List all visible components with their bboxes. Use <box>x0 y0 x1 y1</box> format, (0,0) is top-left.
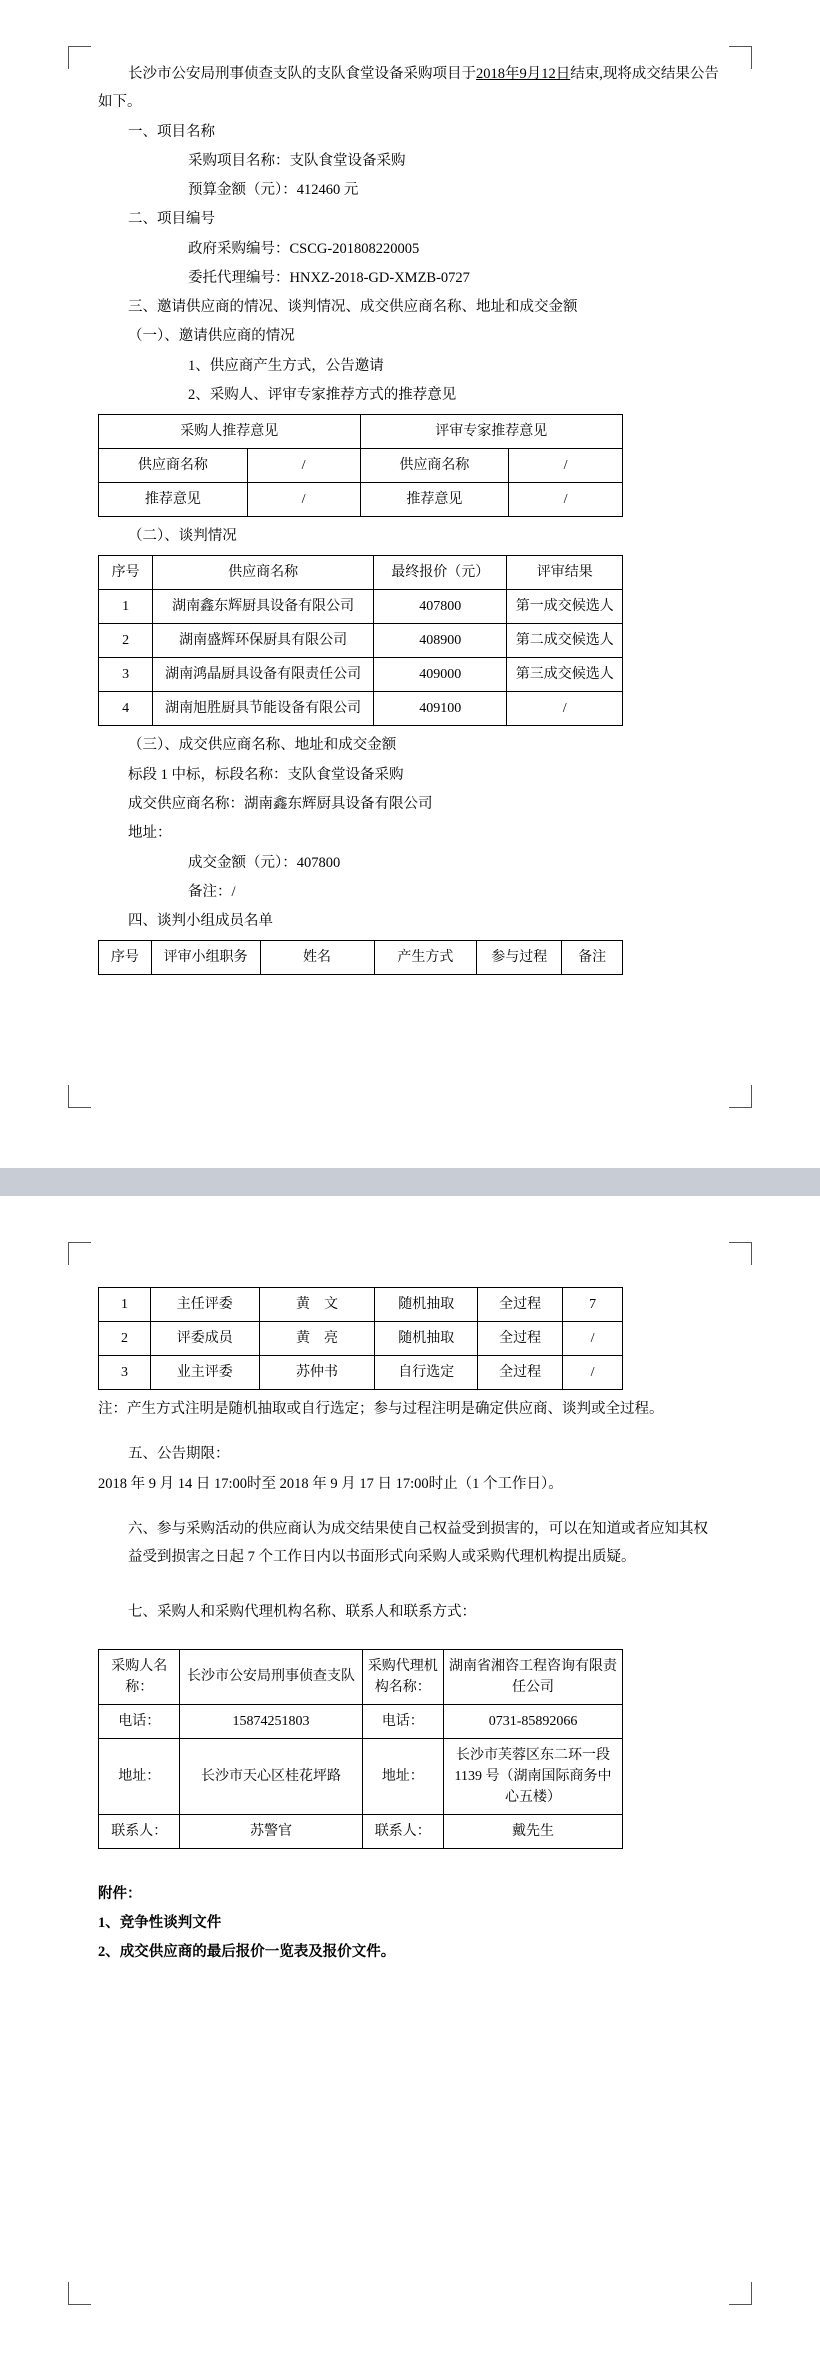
group-header-role: 评审小组职务 <box>151 941 260 975</box>
contact-table <box>98 1649 623 1849</box>
group-table-header-part <box>98 940 623 975</box>
quote-r3-index: 3 <box>99 658 153 692</box>
group-header-name: 姓名 <box>260 941 374 975</box>
table-row <box>99 692 623 726</box>
contact-r2-val-1: 15874251803 <box>180 1704 362 1738</box>
quote-header-result: 评审结果 <box>507 556 623 590</box>
intro-date: 2018年9月12日 <box>476 66 571 82</box>
section-5-line: 2018 年 9 月 14 日 17:00时至 2018 年 9 月 17 日 17:00时止（1 个工作日）。 <box>98 1475 563 1492</box>
contact-r2-val-2: 0731-85892066 <box>444 1704 623 1738</box>
spacer-3 <box>98 1572 722 1598</box>
crop-mark-bottom-right <box>729 1085 752 1108</box>
quote-r2-price: 408900 <box>374 624 507 658</box>
contact-r3-val-2: 长沙市芙蓉区东二环一段 1139 号（湖南国际商务中心五楼） <box>444 1738 623 1814</box>
group-r3-role: 业主评委 <box>150 1356 259 1390</box>
section-3-sub-3-line-4: 成交金额（元）：407800 <box>188 854 341 871</box>
table-row <box>99 1649 623 1704</box>
group-r1-name: 黄 文 <box>259 1288 375 1322</box>
recommend-r2-c3: 推荐意见 <box>360 483 509 517</box>
section-3-sub-3-line-3: 地址： <box>128 825 172 842</box>
spacer-1 <box>98 1424 722 1440</box>
group-r3-index: 3 <box>99 1356 151 1390</box>
group-r2-index: 2 <box>99 1322 151 1356</box>
group-r3-method: 自行选定 <box>375 1356 478 1390</box>
spacer-2 <box>98 1499 722 1515</box>
recommend-header-buyer: 采购人推荐意见 <box>99 415 361 449</box>
contact-r4-val-2: 戴先生 <box>444 1814 623 1848</box>
section-3-sub-3-line-1: 标段 1 中标，标段名称：支队食堂设备采购 <box>128 766 404 783</box>
recommend-table <box>98 414 623 517</box>
contact-r3-key-2: 地址： <box>362 1738 443 1814</box>
table-row <box>99 590 623 624</box>
section-2-title: 二、项目编号 <box>128 211 215 228</box>
section-1-title: 一、项目名称 <box>128 123 215 140</box>
quote-r1-index: 1 <box>99 590 153 624</box>
section-3-sub-3-line-2: 成交供应商名称：湖南鑫东辉厨具设备有限公司 <box>128 795 433 812</box>
contact-r1-val-1: 长沙市公安局刑事侦查支队 <box>180 1649 362 1704</box>
section-5-title: 五、公告期限： <box>128 1446 230 1463</box>
table-row <box>99 483 623 517</box>
group-r1-role: 主任评委 <box>150 1288 259 1322</box>
group-r1-process: 全过程 <box>478 1288 563 1322</box>
section-2-line-1: 政府采购编号：CSCG-201808220005 <box>188 240 420 257</box>
table-header-row <box>99 941 623 975</box>
quote-header-supplier: 供应商名称 <box>153 556 374 590</box>
recommend-header-expert: 评审专家推荐意见 <box>360 415 622 449</box>
group-r2-name: 黄 亮 <box>259 1322 375 1356</box>
section-3-sub-1-item-2: 2、采购人、评审专家推荐方式的推荐意见 <box>188 386 457 403</box>
table-row <box>99 1814 623 1848</box>
table-row <box>99 1356 623 1390</box>
group-r2-remark: / <box>563 1322 623 1356</box>
contact-r3-key-1: 地址： <box>99 1738 180 1814</box>
page-1-content <box>70 60 750 975</box>
crop-mark-bottom-right <box>729 2282 752 2305</box>
contact-r4-val-1: 苏警官 <box>180 1814 362 1848</box>
quote-r1-result: 第一成交候选人 <box>507 590 623 624</box>
attachment-item-1: 1、竞争性谈判文件 <box>98 1914 222 1931</box>
spacer-4 <box>98 1628 722 1644</box>
group-header-remark: 备注 <box>562 941 623 975</box>
group-r3-name: 苏仲书 <box>259 1356 375 1390</box>
recommend-r1-c1: 供应商名称 <box>99 449 248 483</box>
recommend-r2-c2: / <box>247 483 360 517</box>
contact-r4-key-2: 联系人： <box>362 1814 443 1848</box>
table-header-row <box>99 415 623 449</box>
group-r1-method: 随机抽取 <box>375 1288 478 1322</box>
contact-r1-val-2: 湖南省湘咨工程咨询有限责任公司 <box>444 1649 623 1704</box>
section-6-title: 六、参与采购活动的供应商认为成交结果使自己权益受到损害的，可以在知道或者应知其权益受到损害之日起 7 个工作日内以书面形式向采购人或采购代理机构提出质疑。 <box>128 1520 708 1566</box>
recommend-r1-c3: 供应商名称 <box>360 449 509 483</box>
section-4-title: 四、谈判小组成员名单 <box>128 913 273 930</box>
group-header-index: 序号 <box>99 941 152 975</box>
group-r1-remark: 7 <box>563 1288 623 1322</box>
section-1-line-2: 预算金额（元）：412460 元 <box>188 182 359 199</box>
table-row <box>99 449 623 483</box>
group-header-process: 参与过程 <box>477 941 562 975</box>
contact-r4-key-1: 联系人： <box>99 1814 180 1848</box>
contact-r1-key-1: 采购人名称： <box>99 1649 180 1704</box>
quote-r2-index: 2 <box>99 624 153 658</box>
group-r3-remark: / <box>563 1356 623 1390</box>
quote-r3-supplier: 湖南鸿晶厨具设备有限责任公司 <box>153 658 374 692</box>
crop-mark-bottom-left <box>68 2282 91 2305</box>
section-3-sub-3: （三）、成交供应商名称、地址和成交金额 <box>128 737 397 754</box>
quote-r1-supplier: 湖南鑫东辉厨具设备有限公司 <box>153 590 374 624</box>
spacer-5 <box>98 1854 722 1880</box>
section-1-line-1: 采购项目名称：支队食堂设备采购 <box>188 152 406 169</box>
section-3-title: 三、邀请供应商的情况、谈判情况、成交供应商名称、地址和成交金额 <box>128 299 578 316</box>
group-r3-process: 全过程 <box>478 1356 563 1390</box>
quote-r1-price: 407800 <box>374 590 507 624</box>
table-row <box>99 1704 623 1738</box>
group-header-method: 产生方式 <box>374 941 477 975</box>
page-2 <box>0 1196 820 2365</box>
quote-r3-result: 第三成交候选人 <box>507 658 623 692</box>
contact-r1-key-2: 采购代理机构名称： <box>362 1649 443 1704</box>
contact-r2-key-2: 电话： <box>362 1704 443 1738</box>
quote-r2-supplier: 湖南盛辉环保厨具有限公司 <box>153 624 374 658</box>
section-4-note: 注：产生方式注明是随机抽取或自行选定；参与过程注明是确定供应商、谈判或全过程。 <box>98 1401 664 1417</box>
attachment-item-2: 2、成交供应商的最后报价一览表及报价文件。 <box>98 1944 396 1961</box>
contact-r3-val-1: 长沙市天心区桂花坪路 <box>180 1738 362 1814</box>
quote-header-price: 最终报价（元） <box>374 556 507 590</box>
section-7-title: 七、采购人和采购代理机构名称、联系人和联系方式： <box>128 1604 476 1621</box>
group-table-body-part <box>98 1287 623 1390</box>
section-3-sub-3-line-5: 备注：/ <box>188 883 236 900</box>
quote-table <box>98 555 623 726</box>
page-1 <box>0 0 820 1168</box>
group-r1-index: 1 <box>99 1288 151 1322</box>
table-row <box>99 1322 623 1356</box>
quote-r4-result: / <box>507 692 623 726</box>
section-3-sub-1: （一）、邀请供应商的情况 <box>128 328 295 345</box>
intro-paragraph <box>98 60 722 117</box>
quote-r2-result: 第二成交候选人 <box>507 624 623 658</box>
quote-r4-price: 409100 <box>374 692 507 726</box>
section-3-sub-2: （二）、谈判情况 <box>128 528 237 545</box>
attachments-title: 附件： <box>98 1885 142 1902</box>
page-2-content <box>70 1256 750 1966</box>
section-3-sub-1-item-1: 1、供应商产生方式，公告邀请 <box>188 357 384 374</box>
group-r2-method: 随机抽取 <box>375 1322 478 1356</box>
intro-suffix: 结束,现将成交结果公告如下。 <box>98 66 719 111</box>
recommend-r1-c2: / <box>247 449 360 483</box>
quote-r4-supplier: 湖南旭胜厨具节能设备有限公司 <box>153 692 374 726</box>
recommend-r1-c4: / <box>509 449 623 483</box>
recommend-r2-c4: / <box>509 483 623 517</box>
section-2-line-2: 委托代理编号：HNXZ-2018-GD-XMZB-0727 <box>188 269 470 286</box>
group-r2-process: 全过程 <box>478 1322 563 1356</box>
table-header-row <box>99 556 623 590</box>
top-spacer <box>98 1256 722 1282</box>
page-separator <box>0 1168 820 1196</box>
table-row <box>99 624 623 658</box>
quote-r3-price: 409000 <box>374 658 507 692</box>
quote-header-index: 序号 <box>99 556 153 590</box>
group-r2-role: 评委成员 <box>150 1322 259 1356</box>
intro-prefix: 长沙市公安局刑事侦查支队的支队食堂设备采购项目于 <box>128 66 476 82</box>
table-row <box>99 1738 623 1814</box>
table-row <box>99 1288 623 1322</box>
contact-r2-key-1: 电话： <box>99 1704 180 1738</box>
crop-mark-bottom-left <box>68 1085 91 1108</box>
table-row <box>99 658 623 692</box>
recommend-r2-c1: 推荐意见 <box>99 483 248 517</box>
quote-r4-index: 4 <box>99 692 153 726</box>
